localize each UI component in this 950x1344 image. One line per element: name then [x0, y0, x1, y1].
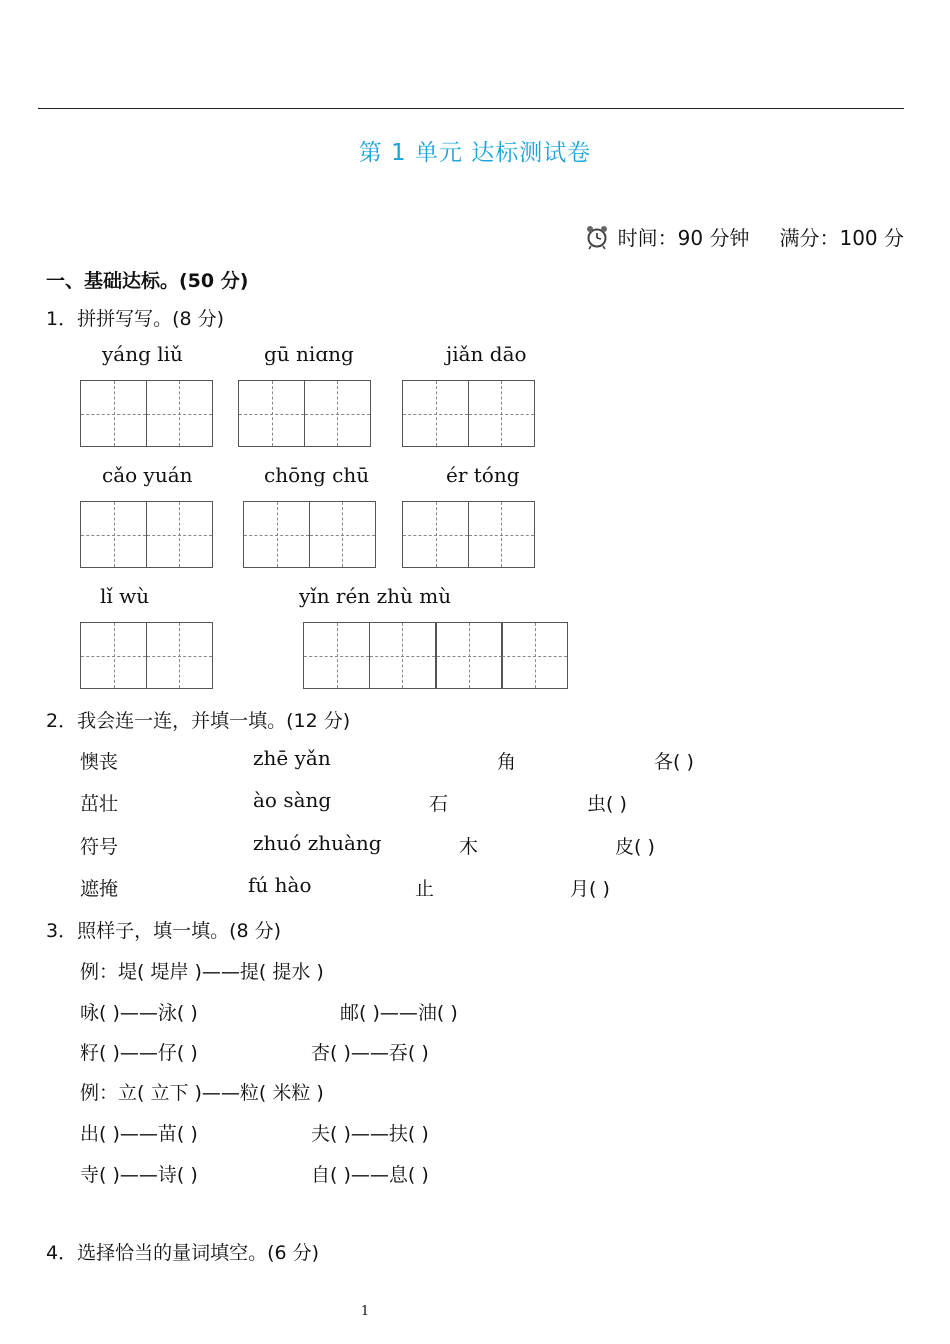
- pinyin-yinrenzhumu: yǐn rén zhù mù: [299, 584, 452, 608]
- grid-cell[interactable]: [402, 380, 469, 447]
- q3-label: 3．照样子，填一填。(8 分): [46, 920, 282, 942]
- header-rule: [38, 108, 904, 109]
- pinyin-liwu: lǐ wù: [100, 584, 150, 608]
- q3-line3-left[interactable]: 出( )——苗( ): [80, 1123, 198, 1145]
- time-score-line: [584, 222, 904, 251]
- pinyin-chongchu: chōng chū: [264, 463, 370, 487]
- q2-label: 2．我会连一连，并填一填。(12 分): [46, 710, 351, 732]
- pinyin-aosang[interactable]: ào sàng: [253, 788, 332, 812]
- radical-zhi[interactable]: 止: [415, 878, 435, 900]
- pinyin-ertong: ér tóng: [446, 463, 520, 487]
- page-title: 第 1 单元 达标测试卷: [358, 140, 592, 166]
- pinyin-zheyan[interactable]: zhē yǎn: [253, 746, 331, 770]
- q1-label: 1．拼拼写写。(8 分): [46, 308, 225, 330]
- grid-cell[interactable]: [238, 380, 305, 447]
- writing-grid-jiandao[interactable]: [402, 380, 533, 447]
- word-zhuozhuang[interactable]: 茁壮: [80, 793, 119, 815]
- q3-line1-left[interactable]: 咏( )——泳( ): [80, 1002, 198, 1024]
- grid-cell[interactable]: [80, 501, 147, 568]
- pinyin-caoyuan: cǎo yuán: [102, 463, 193, 487]
- grid-cell[interactable]: [80, 380, 147, 447]
- q3-line2-right[interactable]: 杏( )——吞( ): [311, 1042, 429, 1064]
- section1-heading: 一、基础达标。(50 分): [46, 270, 249, 292]
- grid-cell[interactable]: [146, 622, 213, 689]
- word-fuhao[interactable]: 符号: [80, 836, 119, 858]
- writing-grid-caoyuan[interactable]: [80, 501, 211, 568]
- page-number: 1: [360, 1304, 370, 1319]
- writing-grid-yinrenzhumu[interactable]: [303, 622, 567, 689]
- grid-cell[interactable]: [303, 622, 370, 689]
- pinyin-fuhao[interactable]: fú hào: [248, 873, 312, 897]
- grid-cell[interactable]: [436, 622, 503, 689]
- grid-cell[interactable]: [80, 622, 147, 689]
- char-chong-blank[interactable]: 虫( ): [587, 793, 627, 815]
- grid-cell[interactable]: [468, 380, 535, 447]
- char-pi-blank[interactable]: 皮( ): [615, 836, 655, 858]
- pinyin-zhuozhuang[interactable]: zhuó zhuàng: [253, 831, 382, 855]
- char-yue-blank[interactable]: 月( ): [570, 878, 610, 900]
- radical-jiao[interactable]: 角: [497, 751, 517, 773]
- q3-line1-right[interactable]: 邮( )——油( ): [340, 1002, 458, 1024]
- pinyin-yangliu: yáng liǔ: [102, 342, 183, 366]
- writing-grid-ertong[interactable]: [402, 501, 533, 568]
- grid-cell[interactable]: [146, 501, 213, 568]
- grid-cell[interactable]: [402, 501, 469, 568]
- writing-grid-chongchu[interactable]: [243, 501, 374, 568]
- q3-example-1: 例：堤( 堤岸 )——提( 提水 ): [80, 961, 324, 983]
- pinyin-guniang: gū niɑng: [264, 342, 354, 366]
- grid-cell[interactable]: [468, 501, 535, 568]
- writing-grid-guniang[interactable]: [238, 380, 369, 447]
- radical-shi[interactable]: 石: [429, 793, 449, 815]
- grid-cell[interactable]: [243, 501, 310, 568]
- q3-example-2: 例：立( 立下 )——粒( 米粒 ): [80, 1082, 324, 1104]
- q3-line3-right[interactable]: 夫( )——扶( ): [311, 1123, 429, 1145]
- q3-line4-left[interactable]: 寺( )——诗( ): [80, 1164, 198, 1186]
- q3-line4-right[interactable]: 自( )——息( ): [311, 1164, 429, 1186]
- char-ge-blank[interactable]: 各( ): [654, 751, 694, 773]
- writing-grid-yangliu[interactable]: [80, 380, 211, 447]
- word-zheyan[interactable]: 遮掩: [80, 878, 119, 900]
- time-text: 时间：90 分钟: [617, 226, 750, 250]
- q4-label: 4．选择恰当的量词填空。(6 分): [46, 1242, 320, 1264]
- grid-cell[interactable]: [501, 622, 568, 689]
- pinyin-jiandao: jiǎn dāo: [446, 342, 527, 366]
- writing-grid-liwu[interactable]: [80, 622, 211, 689]
- grid-cell[interactable]: [146, 380, 213, 447]
- radical-mu[interactable]: 木: [459, 836, 479, 858]
- q3-line2-left[interactable]: 籽( )——仔( ): [80, 1042, 198, 1064]
- grid-cell[interactable]: [304, 380, 371, 447]
- score-text: 满分：100 分: [779, 226, 904, 250]
- grid-cell[interactable]: [309, 501, 376, 568]
- word-aosang[interactable]: 懊丧: [80, 751, 119, 773]
- alarm-clock-icon: [584, 224, 610, 250]
- grid-cell[interactable]: [369, 622, 436, 689]
